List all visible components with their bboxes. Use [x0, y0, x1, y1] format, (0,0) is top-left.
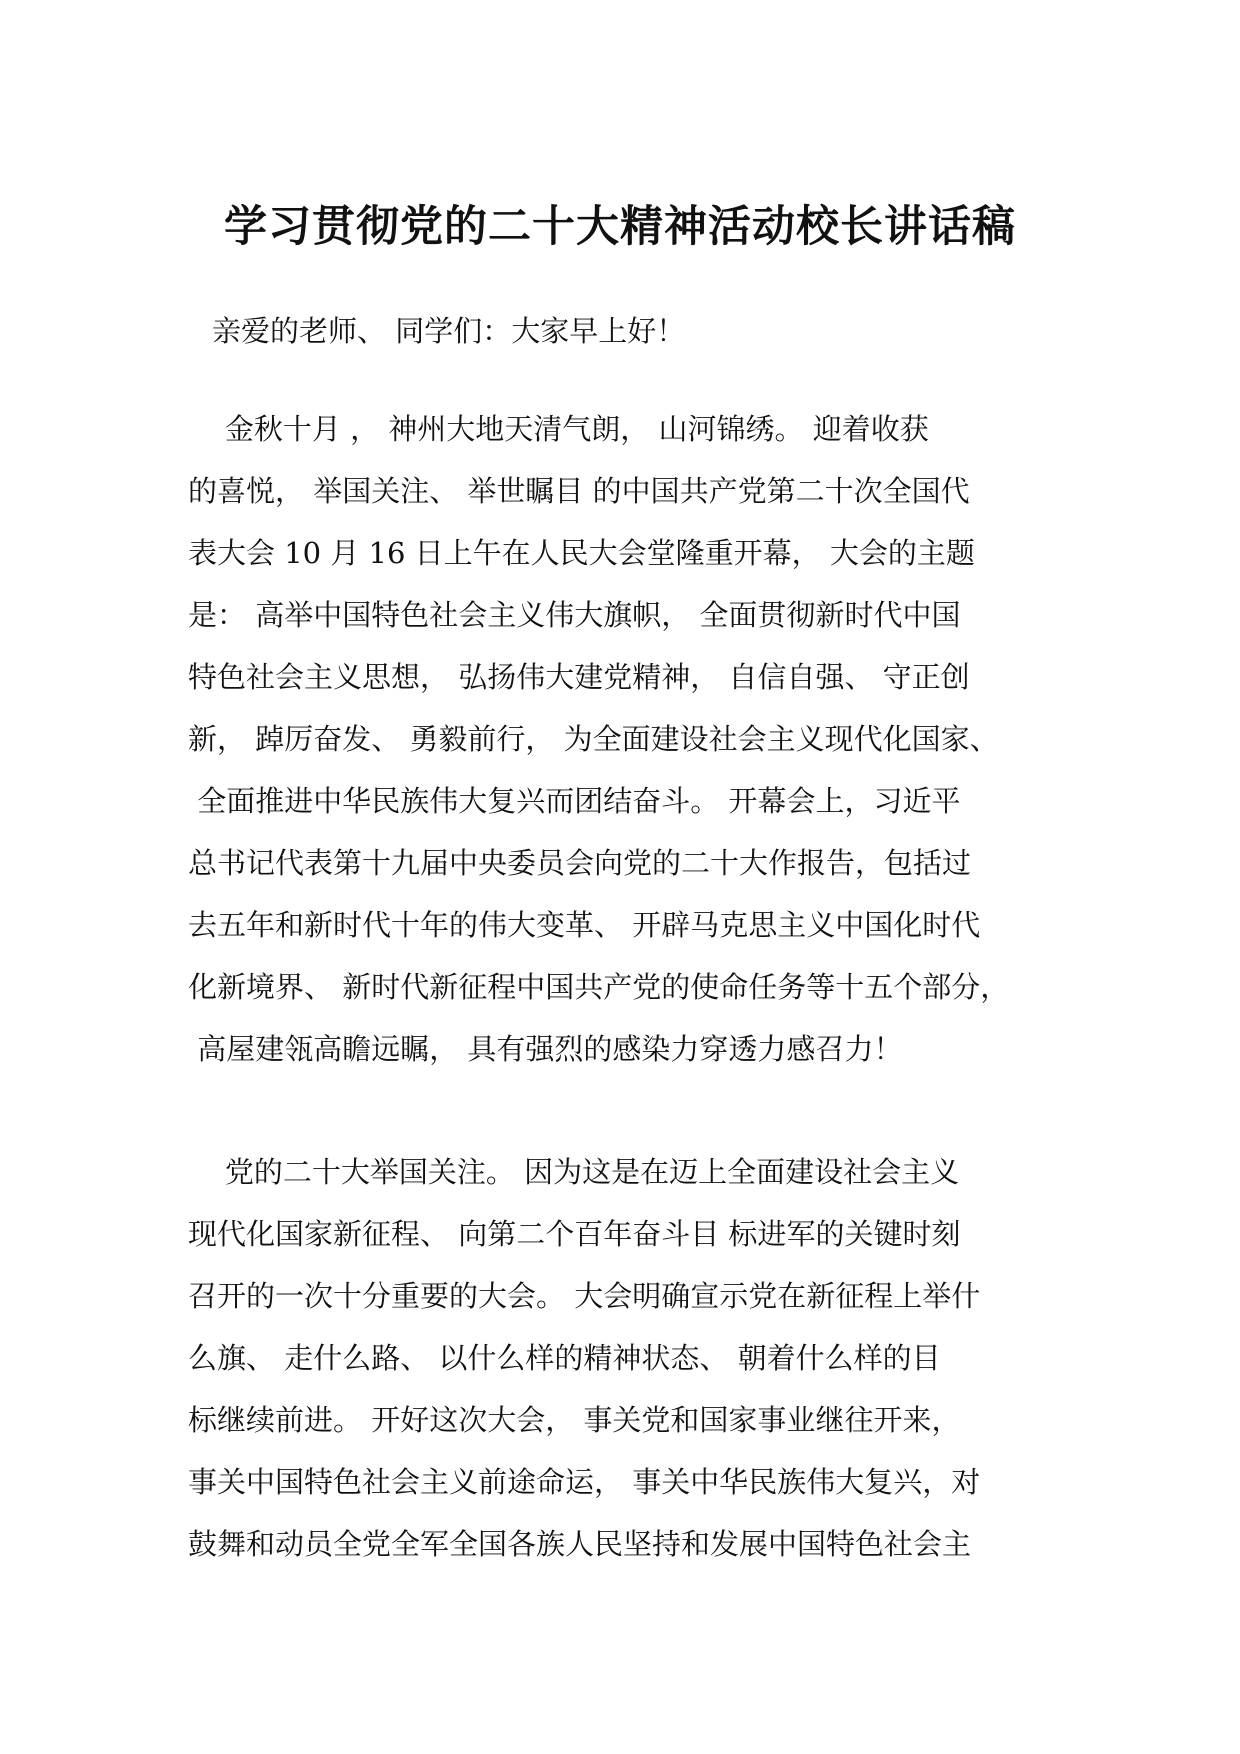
paragraph-line: 新， 踔厉奋发、 勇毅前行， 为全面建设社会主义现代化国家、: [188, 722, 999, 756]
paragraph-line: 事关中国特色社会主义前途命运， 事关中华民族伟大复兴，对: [188, 1465, 981, 1499]
paragraph-line: 标继续前进。 开好这次大会， 事关党和国家事业继往开来，: [188, 1403, 961, 1437]
greeting-line: 亲爱的老师、 同学们：大家早上好！: [212, 314, 686, 348]
paragraph-line: 鼓舞和动员全党全军全国各族人民坚持和发展中国特色社会主: [188, 1527, 972, 1561]
paragraph-line: 是： 高举中国特色社会主义伟大旗帜， 全面贯彻新时代中国: [188, 598, 961, 632]
paragraph-line: 高屋建瓴高瞻远瞩， 具有强烈的感染力穿透力感召力！: [188, 1032, 903, 1066]
paragraph-line: 的喜悦， 举国关注、 举世瞩目 的中国共产党第二十次全国代: [188, 474, 970, 508]
document-title: 学习贯彻党的二十大精神活动校长讲话稿: [224, 201, 1016, 252]
paragraph-1: [188, 398, 1068, 1080]
paragraph-line: 化新境界、 新时代新征程中国共产党的使命任务等十五个部分，: [188, 970, 1010, 1004]
paragraph-line: 总书记代表第十九届中央委员会向党的二十大作报告，包括过: [188, 846, 972, 880]
paragraph-line: 召开的一次十分重要的大会。 大会明确宣示党在新征程上举什: [188, 1279, 981, 1313]
paragraph-line: 么旗、 走什么路、 以什么样的精神状态、 朝着什么样的目: [188, 1341, 941, 1375]
paragraph-line: 去五年和新时代十年的伟大变革、 开辟马克思主义中国化时代: [188, 908, 981, 942]
paragraph-line: 金秋十月 ， 神州大地天清气朗， 山河锦绣。 迎着收获: [188, 412, 929, 446]
paragraph-2: [188, 1141, 1068, 1575]
paragraph-line: 现代化国家新征程、 向第二个百年奋斗目 标进军的关键时刻: [188, 1217, 961, 1251]
paragraph-line: 党的二十大举国关注。 因为这是在迈上全面建设社会主义: [188, 1155, 960, 1189]
paragraph-line: 表大会 10 月 16 日上午在人民大会堂隆重开幕， 大会的主题: [188, 536, 975, 570]
paragraph-line: 全面推进中华民族伟大复兴而团结奋斗。 开幕会上，习近平: [188, 784, 961, 818]
paragraph-line: 特色社会主义思想， 弘扬伟大建党精神， 自信自强、 守正创: [188, 660, 970, 694]
